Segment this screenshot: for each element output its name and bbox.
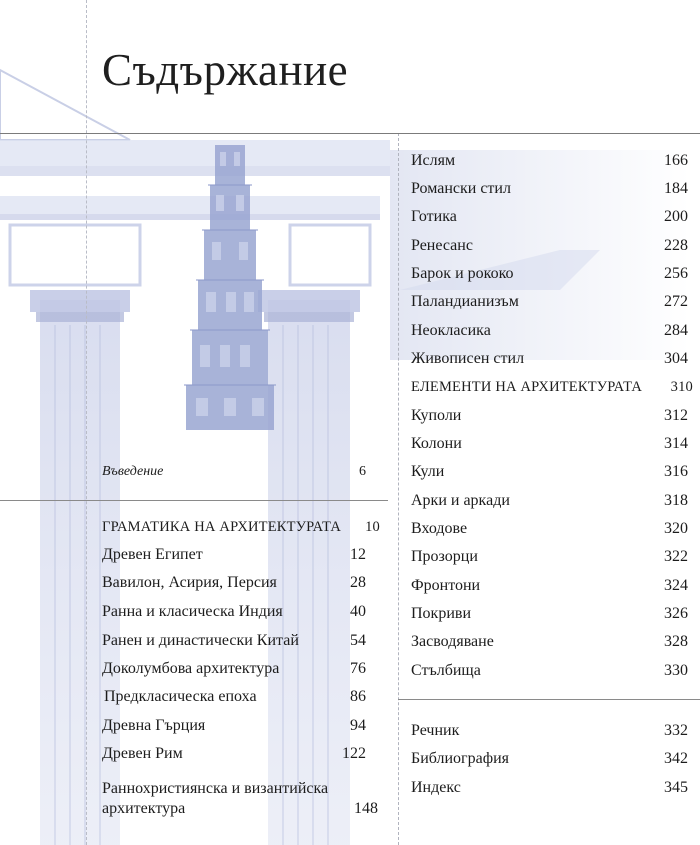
intro-divider bbox=[0, 500, 388, 501]
toc-entry bbox=[411, 207, 688, 227]
toc-entry bbox=[102, 779, 378, 819]
toc-entry bbox=[411, 462, 688, 482]
toc-entry bbox=[411, 576, 688, 596]
toc-page-number: 12 bbox=[350, 546, 366, 563]
toc-label: Кули bbox=[411, 463, 445, 480]
toc-label: Засводяване bbox=[411, 633, 494, 650]
toc-label: Древен Рим bbox=[102, 745, 183, 762]
toc-entry bbox=[411, 434, 688, 454]
toc-label: Ислям bbox=[411, 152, 456, 169]
toc-label: Древна Гърция bbox=[102, 717, 206, 734]
toc-page-number: 256 bbox=[664, 265, 688, 282]
toc-entry bbox=[102, 744, 366, 764]
toc-label: Индекс bbox=[411, 779, 461, 796]
toc-page-number: 322 bbox=[664, 548, 688, 565]
toc-label: Фронтони bbox=[411, 577, 481, 594]
toc-label: Вавилон, Асирия, Персия bbox=[102, 574, 277, 591]
toc-page-number: 320 bbox=[664, 520, 688, 537]
toc-page-number: 324 bbox=[664, 577, 688, 594]
toc-entry bbox=[102, 716, 366, 736]
toc-label: ГРАМАТИКА НА АРХИТЕКТУРАТА bbox=[102, 519, 341, 535]
right-guide-line bbox=[398, 133, 399, 845]
toc-entry bbox=[411, 491, 688, 511]
toc-entry bbox=[102, 631, 366, 651]
toc-entry bbox=[411, 151, 688, 171]
toc-page-number: 304 bbox=[664, 350, 688, 367]
toc-entry bbox=[411, 632, 688, 652]
toc-label: Колони bbox=[411, 435, 462, 452]
toc-page-number: 228 bbox=[664, 237, 688, 254]
toc-label: Барок и рококо bbox=[411, 265, 514, 282]
toc-label: Прозорци bbox=[411, 548, 478, 565]
toc-page-number: 314 bbox=[664, 435, 688, 452]
toc-page-number: 200 bbox=[664, 208, 688, 225]
toc-entry bbox=[411, 406, 688, 426]
toc-entry bbox=[104, 687, 366, 707]
toc-label: Предкласическа епоха bbox=[104, 688, 257, 705]
toc-entry bbox=[411, 604, 688, 624]
toc-entry bbox=[411, 236, 688, 256]
toc-page-number: 328 bbox=[664, 633, 688, 650]
toc-label: Куполи bbox=[411, 407, 462, 424]
toc-page-number: 76 bbox=[350, 660, 366, 677]
toc-page-number: 326 bbox=[664, 605, 688, 622]
toc-page-number: 284 bbox=[664, 322, 688, 339]
toc-label: ЕЛЕМЕНТИ НА АРХИТЕКТУРАТА bbox=[411, 379, 643, 395]
toc-page-number: 332 bbox=[664, 722, 688, 739]
appendix-divider bbox=[398, 699, 700, 700]
toc-page-number: 10 bbox=[365, 519, 380, 535]
toc-entry bbox=[411, 778, 688, 798]
left-guide-line bbox=[86, 0, 87, 845]
toc-page-number: 272 bbox=[664, 293, 688, 310]
toc-entry bbox=[411, 292, 688, 312]
toc-label: Ренесанс bbox=[411, 237, 473, 254]
toc-page-number: 148 bbox=[354, 800, 378, 817]
toc-label: Раннохристиянска и византийска bbox=[102, 780, 329, 797]
toc-label: Речник bbox=[411, 722, 460, 739]
toc-label: Ранен и династически Китай bbox=[102, 632, 299, 649]
toc-page-number: 316 bbox=[664, 463, 688, 480]
toc-entry bbox=[411, 179, 688, 199]
toc-page-number: 184 bbox=[664, 180, 688, 197]
toc-label: Покриви bbox=[411, 605, 472, 622]
toc-label: Библиография bbox=[411, 750, 509, 767]
toc-label: Древен Египет bbox=[102, 546, 203, 563]
toc-label-continued: архитектура bbox=[102, 800, 186, 817]
toc-page-number: 6 bbox=[359, 464, 366, 479]
toc-entry bbox=[102, 545, 366, 565]
toc-entry bbox=[411, 721, 688, 741]
page-title: Съдържание bbox=[102, 45, 349, 95]
toc-page-number: 342 bbox=[664, 750, 688, 767]
toc-entry bbox=[411, 519, 688, 539]
toc-entry bbox=[102, 573, 366, 593]
toc-entry bbox=[411, 349, 688, 369]
toc-label: Ранна и класическа Индия bbox=[102, 603, 283, 620]
toc-page-number: 330 bbox=[664, 662, 688, 679]
toc-page-number: 318 bbox=[664, 492, 688, 509]
toc-label: Готика bbox=[411, 208, 457, 225]
toc-page-number: 86 bbox=[350, 688, 366, 705]
toc-page-number: 166 bbox=[664, 152, 688, 169]
toc-page-number: 122 bbox=[342, 745, 366, 762]
toc-entry bbox=[411, 749, 688, 769]
toc-page-number: 310 bbox=[670, 379, 693, 395]
toc-page-number: 345 bbox=[664, 779, 688, 796]
toc-label: Доколумбова архитектура bbox=[102, 660, 280, 677]
toc-label: Въведение bbox=[102, 464, 164, 479]
toc-label: Живописен стил bbox=[411, 350, 525, 367]
toc-label: Стълбища bbox=[411, 662, 481, 679]
toc-page-number: 54 bbox=[350, 632, 366, 649]
toc-page-number: 40 bbox=[350, 603, 366, 620]
toc-entry-intro bbox=[102, 462, 366, 482]
toc-entry bbox=[411, 661, 688, 681]
toc-label: Романски стил bbox=[411, 180, 511, 197]
toc-label: Паландианизъм bbox=[411, 293, 519, 310]
toc-entry bbox=[411, 547, 688, 567]
toc-page-number: 28 bbox=[350, 574, 366, 591]
toc-entry bbox=[411, 377, 693, 397]
toc-entry bbox=[102, 517, 380, 537]
toc-entry bbox=[102, 602, 366, 622]
toc-entry bbox=[411, 321, 688, 341]
toc-entry bbox=[102, 659, 366, 679]
toc-label: Арки и аркади bbox=[411, 492, 510, 509]
toc-label: Входове bbox=[411, 520, 468, 537]
title-divider bbox=[0, 133, 700, 134]
toc-entry bbox=[411, 264, 688, 284]
toc-page-number: 94 bbox=[350, 717, 366, 734]
toc-label: Неокласика bbox=[411, 322, 491, 339]
toc-page-number: 312 bbox=[664, 407, 688, 424]
